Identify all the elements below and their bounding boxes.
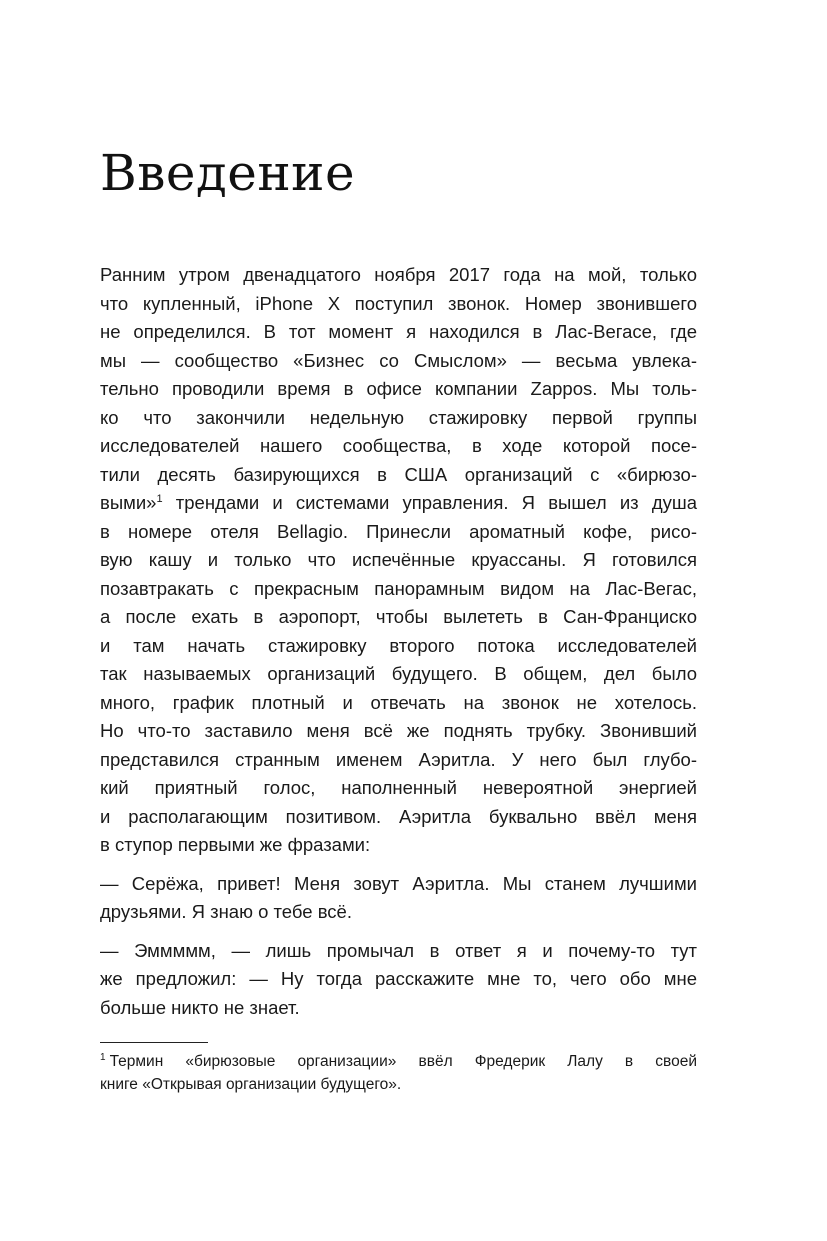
text-line: а после ехать в аэропорт, чтобы вылететь в Сан-Франциско bbox=[100, 606, 697, 627]
paragraph-intro bbox=[100, 261, 697, 860]
main-text bbox=[100, 261, 697, 1022]
text-line: в ступор первыми же фразами: bbox=[100, 834, 371, 855]
text-line: ко что закончили недельную стажировку первой группы bbox=[100, 406, 697, 428]
text-line: больше никто не знает. bbox=[100, 996, 300, 1018]
text-line: не определился. В тот момент я находился в Лас-Вегасе, где bbox=[100, 321, 697, 342]
text-line: мы — сообщество «Бизнес со Смыслом» — весьма увлека- bbox=[100, 349, 697, 371]
text-line: вую кашу и только что испечённые круассаны. Я готовился bbox=[100, 549, 697, 570]
text-fragment: трендами и системами управления. Я вышел из душа bbox=[162, 492, 697, 513]
footnote-line: книге «Открывая организации будущего». bbox=[100, 1076, 402, 1093]
chapter-title: Введение bbox=[100, 144, 356, 202]
footnote-line bbox=[100, 1050, 697, 1073]
text-line: кий приятный голос, наполненный невероятной энергией bbox=[100, 777, 697, 798]
footnote-reference[interactable]: 1 bbox=[156, 492, 163, 505]
text-line: позавтракать с прекрасным панорамным видом на Лас-Вегас, bbox=[100, 577, 697, 599]
text-line: представился странным именем Аэритла. У него был глубо- bbox=[100, 748, 697, 770]
text-line: тельно проводили время в офисе компании Zappos. Мы толь- bbox=[100, 378, 697, 399]
text-line: — Эммммм, — лишь промычал в ответ я и почему-то тут bbox=[100, 939, 697, 961]
text-line: в номере отеля Bellagio. Принесли ароматный кофе, рисо- bbox=[100, 520, 697, 542]
text-line: же предложил: — Ну тогда расскажите мне то, чего обо мне bbox=[100, 968, 697, 989]
footnote-number: 1 bbox=[100, 1051, 106, 1063]
text-line: много, график плотный и отвечать на звонок не хотелось. bbox=[100, 691, 697, 713]
footnote-text: Термин «бирюзовые организации» ввёл Фредерик Лалу в своей bbox=[109, 1053, 697, 1070]
footnote-divider bbox=[100, 1042, 208, 1043]
paragraph-dialogue-1 bbox=[100, 870, 697, 927]
text-line-with-footnote bbox=[100, 489, 697, 518]
text-line: и там начать стажировку второго потока исследователей bbox=[100, 634, 697, 656]
text-line: и располагающим позитивом. Аэритла буквально ввёл меня bbox=[100, 805, 697, 827]
text-line: друзьями. Я знаю о тебе всё. bbox=[100, 901, 352, 922]
footnote bbox=[100, 1050, 697, 1096]
text-line: тили десять базирующихся в США организаций с «бирюзо- bbox=[100, 463, 697, 485]
text-line: так называемых организаций будущего. В общем, дел было bbox=[100, 663, 697, 684]
text-line: Но что-то заставило меня всё же поднять трубку. Звонивший bbox=[100, 720, 697, 741]
text-line: Ранним утром двенадцатого ноября 2017 года на мой, только bbox=[100, 264, 697, 285]
text-line: что купленный, iPhone X поступил звонок. Номер звонившего bbox=[100, 292, 697, 314]
text-line: исследователей нашего сообщества, в ходе которой посе- bbox=[100, 435, 697, 456]
paragraph-dialogue-2 bbox=[100, 937, 697, 1023]
text-line: — Серёжа, привет! Меня зовут Аэритла. Мы станем лучшими bbox=[100, 872, 697, 894]
text-fragment: выми» bbox=[100, 492, 157, 513]
